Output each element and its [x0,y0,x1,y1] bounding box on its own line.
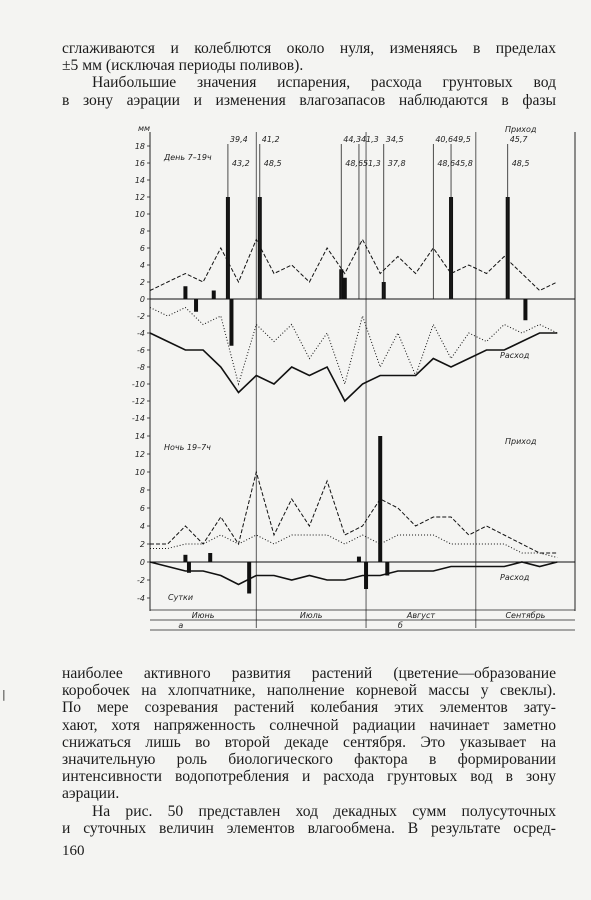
y-tick-label: -6 [137,346,145,355]
month-label: Июль [299,611,323,620]
text-line: Наибольшие значения испарения, расхода грунтовых вод [92,74,556,92]
outflow-label: Расход [500,351,530,360]
y-tick-label: 10 [134,210,145,219]
bar [194,299,198,312]
bar [357,557,361,562]
peak-label-mid: 48,5 [263,159,282,168]
text-line: наиболее активного развития растений (цветение—образование [62,665,556,682]
series-line-dotted [150,308,557,385]
y-tick-label: 4 [139,522,145,531]
bottom-paragraph [62,665,556,837]
y-tick-label: 0 [139,558,145,567]
bar [187,562,191,573]
season-label-b: б [397,621,403,630]
daily-label: Сутки [168,593,194,602]
y-tick-label: 16 [134,159,145,168]
series-line-dashed [150,472,557,553]
margin-mark: | [2,688,6,701]
peak-label-top: 44,3 [343,135,362,144]
bar [247,562,251,594]
peak-label-top: 45,7 [509,135,528,144]
month-label: Сентябрь [505,611,546,620]
peak-label-mid: 48,6 [437,159,456,168]
y-tick-label: 6 [139,244,145,253]
y-tick-label: 10 [134,468,145,477]
top-paragraph [62,40,556,109]
text-line: аэрации. [62,785,120,803]
outflow-label: Расход [500,573,530,582]
bar [385,562,389,576]
text-line: в зону аэрации и изменения влагозапасов наблюдаются в фазы [62,91,556,109]
peak-label-top: 41,2 [261,135,280,144]
peak-label-mid: 51,3 [362,159,381,168]
y-tick-label: -14 [131,414,145,423]
y-tick-label: -8 [137,363,145,372]
y-tick-label: -4 [137,329,145,338]
incoming-label: Приход [505,125,537,134]
bar [183,286,187,299]
y-tick-label: -12 [131,397,145,406]
peak-label-mid: 48,6 [345,159,364,168]
y-tick-label: -10 [131,380,145,389]
y-tick-label: 4 [139,261,145,270]
y-tick-label: -2 [137,312,145,321]
text-line: интенсивности водопотребления и расхода грунтовых вод в зону [62,768,556,786]
text-line: ±5 мм (исключая периоды поливов). [62,57,304,75]
panel-label: День 7–19ч [164,153,212,162]
month-label: Июнь [191,611,215,620]
y-tick-label: 14 [134,432,145,441]
peak-label-mid: 45,8 [455,159,473,168]
text-line: и суточных величин элементов влагообмена. В результате осред- [62,819,556,837]
peak-label-top: 40,6 [435,135,454,144]
peak-label-mid: 48,5 [511,159,530,168]
text-line: значительную роль биологического фактора в формировании [62,751,556,769]
peak-label-top: 34,5 [385,135,404,144]
y-tick-label: 12 [134,450,145,459]
y-tick-label: 6 [139,504,145,513]
peak-label-top: 41,3 [360,135,379,144]
chart-figure [120,118,580,646]
text-line: По мере созревания растений колебания этих элементов зату- [62,699,556,717]
text-line: На рис. 50 представлен ход декадных сумм полусуточных [92,802,556,820]
labels-group [132,124,546,630]
peak-label-top: 49,5 [453,135,471,144]
y-tick-label: 8 [139,227,145,236]
peak-label-mid: 43,2 [231,159,250,168]
bar [208,553,212,562]
peak-label-top: 39,4 [229,135,248,144]
page-number: 160 [62,843,85,859]
text-line: коробочек на хлопчатнике, наполнение корневой массы у свеклы). [62,682,556,700]
y-tick-label: -2 [137,576,145,585]
series-line-dashed [150,240,557,291]
y-tick-label: 0 [139,295,145,304]
y-tick-label: 2 [139,278,145,287]
month-label: Август [406,611,436,620]
series-line-solid [150,562,557,585]
y-tick-label: -4 [137,594,145,603]
y-tick-label: 12 [134,193,145,202]
panel-label: Ночь 19–7ч [164,443,211,452]
text-line: снижаться лишь во второй декаде сентября. Это указывает на [62,733,556,751]
y-tick-label: 8 [139,486,145,495]
bar [229,299,233,346]
y-tick-label: 2 [139,540,145,549]
text-line: хают, хотя напряженность солнечной радиации начинает заметно [62,716,556,734]
bar [364,562,368,589]
incoming-label: Приход [505,437,537,446]
y-tick-label: 18 [134,142,145,151]
text-line: сглаживаются и колеблются около нуля, изменяясь в пределах [62,40,556,57]
bar [183,555,187,562]
series-line-solid [150,333,557,401]
season-label-a: а [178,621,184,630]
bar [343,278,347,299]
unit-label: мм [138,124,151,133]
y-tick-label: 14 [134,176,145,185]
peak-label-mid: 37,8 [387,159,406,168]
bar [378,436,382,562]
marks-group [150,144,557,594]
bar [523,299,527,320]
bar [212,291,216,300]
